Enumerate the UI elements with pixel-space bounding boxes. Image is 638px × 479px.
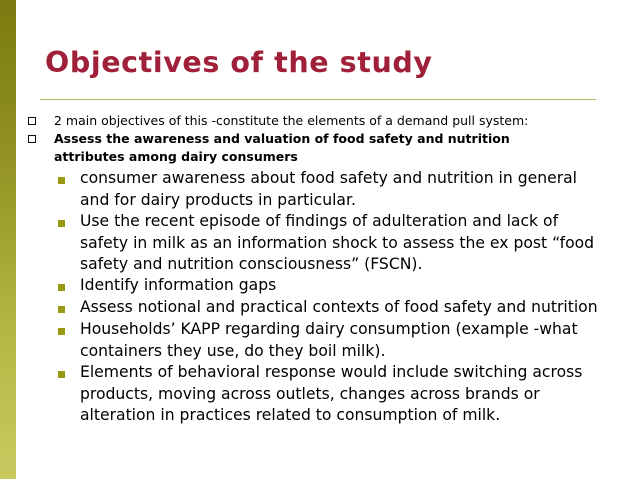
hollow-square-icon xyxy=(28,135,36,143)
bullet-level1-1-line1: 2 main objectives of this -constitute the elements of a demand pull system: xyxy=(54,113,529,128)
bullet-level2-5-line2: containers they use, do they boil milk). xyxy=(80,341,386,360)
filled-square-icon xyxy=(58,220,65,227)
filled-square-icon xyxy=(58,328,65,335)
filled-square-icon xyxy=(58,371,65,378)
bullet-level1-2-line2: attributes among dairy consumers xyxy=(54,149,298,164)
bullet-level2-6-line1: Elements of behavioral response would include switching across xyxy=(80,363,583,381)
bullet-level2-2-line3: safety and nutrition consciousness” (FSCN). xyxy=(80,255,423,273)
filled-square-icon xyxy=(58,284,65,291)
bullet-level1-2-line1: Assess the awareness and valuation of food safety and nutrition xyxy=(54,131,510,146)
decorative-left-bar xyxy=(0,0,16,479)
bullet-level2-5-line1: Households’ KAPP regarding dairy consumption (example -what xyxy=(80,320,578,338)
slide-title: Objectives of the study xyxy=(45,46,433,79)
bullet-level2-2-line2: safety in milk as an information shock to assess the ex post “food xyxy=(80,233,595,252)
bullet-level2-1-line1: consumer awareness about food safety and nutrition in general xyxy=(80,169,577,187)
bullet-level2-6-line2: products, moving across outlets, changes across brands or xyxy=(80,384,540,403)
bullet-level2-6-line3: alteration in practices related to consumption of milk. xyxy=(80,406,501,424)
bullet-level2-2-line1: Use the recent episode of findings of adulteration and lack of xyxy=(80,212,559,230)
filled-square-icon xyxy=(58,177,65,184)
bullet-level2-1-line2: and for dairy products in particular. xyxy=(80,190,356,209)
title-divider xyxy=(40,99,596,100)
filled-square-icon xyxy=(58,306,65,313)
bullet-level2-4-line1: Assess notional and practical contexts of food safety and nutrition xyxy=(80,298,598,316)
bullet-level2-3-line1: Identify information gaps xyxy=(80,276,277,294)
hollow-square-icon xyxy=(28,117,36,125)
